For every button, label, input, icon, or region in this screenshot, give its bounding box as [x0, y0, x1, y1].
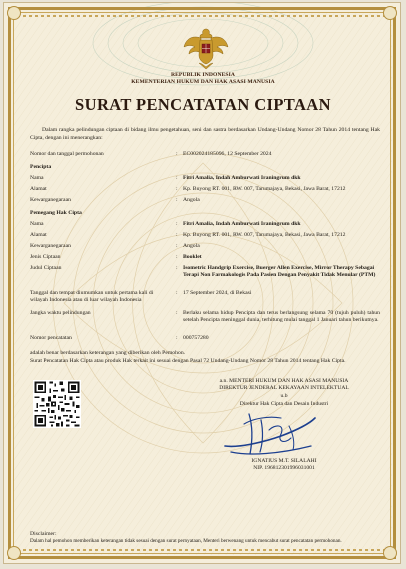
garuda-emblem-icon — [182, 25, 230, 71]
creator-citizenship: Angola — [183, 197, 200, 203]
holder-address: Kp. Buyong RT. 001, RW. 007, Tarumajaya, Bekasi, Jawa Barat, 17212 — [183, 232, 346, 238]
section-holder: Pemegang Hak Cipta — [30, 210, 82, 216]
handwritten-signature — [219, 406, 319, 461]
record-number: 000757280 — [183, 335, 209, 341]
header-republic: REPUBLIK INDONESIA — [170, 72, 236, 78]
holder-name: Fitri Amalia, Indah Amburwati Iraningrum dkk — [183, 221, 301, 227]
signatory-nip: NIP. 196812301996031001 — [253, 465, 315, 471]
signatory-name: IGNATIUS M.T. SILALAHI — [251, 458, 317, 464]
section-creator: Pencipta — [30, 164, 52, 170]
holder-citizenship: Angola — [183, 243, 200, 249]
creator-name: Fitri Amalia, Indah Amburwati Iraningrum dkk — [183, 175, 301, 181]
corner-ornament — [7, 6, 21, 20]
qr-code-icon[interactable] — [33, 380, 81, 428]
corner-ornament — [383, 6, 397, 20]
protection-term: Berlaku selama hidup Pencipta dan terus berlangsung selama 70 (tujuh puluh) tahun setelah Pencipta meninggal dunia, terhitung mulai tanggal 1 Januari tahun berikutnya. — [183, 310, 380, 323]
application-number: EC002024185096, 12 September 2024 — [183, 151, 272, 157]
header-ministry: KEMENTERIAN HUKUM DAN HAK ASASI MANUSIA — [131, 79, 275, 85]
corner-ornament — [7, 546, 21, 560]
signatory-on-behalf: a.n. MENTERI HUKUM DAN HAK ASASI MANUSIA — [219, 378, 349, 384]
signatory-ub: u.b — [280, 393, 288, 399]
signatory-directorate: DIREKTUR JENDERAL KEKAYAAN INTELEKTUAL — [219, 385, 349, 391]
corner-ornament — [383, 546, 397, 560]
publication-date-place: 17 September 2024, di Bekasi — [183, 290, 252, 296]
work-type: Booklet — [183, 254, 202, 260]
disclaimer-text: Dalam hal pemohon memberikan keterangan tidak sesuai dengan surat pernyataan, Menteri berwenang untuk mencabut surat pencatatan permohonan. — [30, 538, 342, 544]
disclaimer-title: Disclaimer: — [30, 531, 57, 537]
creator-address: Kp. Buyong RT. 001, RW. 007, Tarumajaya, Bekasi, Jawa Barat, 17212 — [183, 186, 346, 192]
legal-basis-statement: Surat Pencatatan Hak Cipta atau produk Hak terkait ini sesuai dengan Pasal 72 Undang-Undang Nomor 28 Tahun 2014 tentang Hak Cipta. — [30, 358, 346, 364]
border-ornament-bottom — [11, 549, 393, 551]
border-ornament-top — [11, 15, 393, 17]
work-title: Isometric Handgrip Exercise, Buerger Allen Exercise, Mirror Therapy Sebagai Terapi Non Farmakologis Pada Pasien Dengan Penyakit Tidak Menular (PTM) — [183, 265, 376, 278]
closing-statement: adalah benar berdasarkan keterangan yang diberikan oleh Pemohon. — [30, 350, 186, 356]
certificate-sheet: REPUBLIK INDONESIA KEMENTERIAN HUKUM DAN HAK ASASI MANUSIA SURAT PENCATATAN CIPTAAN Dalam rangka pelindungan ciptaan di bidang ilmu pengetahuan, seni dan sastra berdasarkan Undang-Undang Nomor 28 Tahun 2014 tentang Hak Cipta, dengan ini menerangkan: Nomor dan tanggal permohonan : EC002024185096, 12 September 2024 Pencipta Nama : Fitri Amalia, Indah Amburwati Iraningrum dkk Alamat : Kp. Buyong RT. 001, RW. 007, Tarumajaya, Bekasi, Jawa Barat, 17212 Kewarganegaraan : Angola Pemegang Hak Cipta Nama : Fitri Amalia, Indah Amburwati Iraningrum dkk Alamat : Kp. Buyong RT. 001, RW. 007, Tarumajaya, Bekasi, Jawa Barat, 17212 Kewarganegaraan : Angola Jenis Ciptaan : Booklet Judul Ciptaan : Isometric Handgrip Exercise, Buerger Allen Exercise, Mirror Therapy Sebagai Terapi Non Farmakologis Pada Pasien Dengan Penyakit Tidak Menular (PTM) Tanggal dan tempat diumumkan untuk pertama kali di wilayah Indonesia atau di luar wilayah Indonesia : 17 September 2024, di Bekasi Jangka waktu pelindungan : Berlaku selama hidup Pencipta dan terus berlangsung selama 70 (tujuh puluh) tahun setelah Pencipta meninggal dunia, terhitung mulai tanggal 1 Januari tahun berikutnya. Nomor pencatatan : 000757280 adalah benar berdasarkan keterangan yang diberikan oleh Pemohon. Surat Pencatatan Hak Cipta atau produk Hak terkait ini sesuai dengan Pasal 72 Undang-Undang Nomor 28 Tahun 2014 tentang Hak Cipta. a.n. MENTERI HUKUM DAN HAK ASASI MANUSIA DIREKTUR JENDERAL KEKAYAAN INTELEKTUAL u.b Direktur Hak Cipta dan Desain Industri IGNATIUS M.T. SILALAHI NIP. 196812301996031001 Disclaimer: Dalam hal pemohon memberikan keterangan tidak sesuai dengan surat pernyataan, Menteri berwenang untuk mencabut surat pencatatan permohonan. — [3, 2, 401, 564]
inner-border — [13, 12, 391, 554]
signatory-director: Direktur Hak Cipta dan Desain Industri — [239, 401, 329, 407]
intro-paragraph: Dalam rangka pelindungan ciptaan di bidang ilmu pengetahuan, seni dan sastra berdasarkan Undang-Undang Nomor 28 Tahun 2014 tentang Hak Cipta, dengan ini menerangkan: — [30, 127, 380, 141]
document-title: SURAT PENCATATAN CIPTAAN — [75, 95, 331, 114]
